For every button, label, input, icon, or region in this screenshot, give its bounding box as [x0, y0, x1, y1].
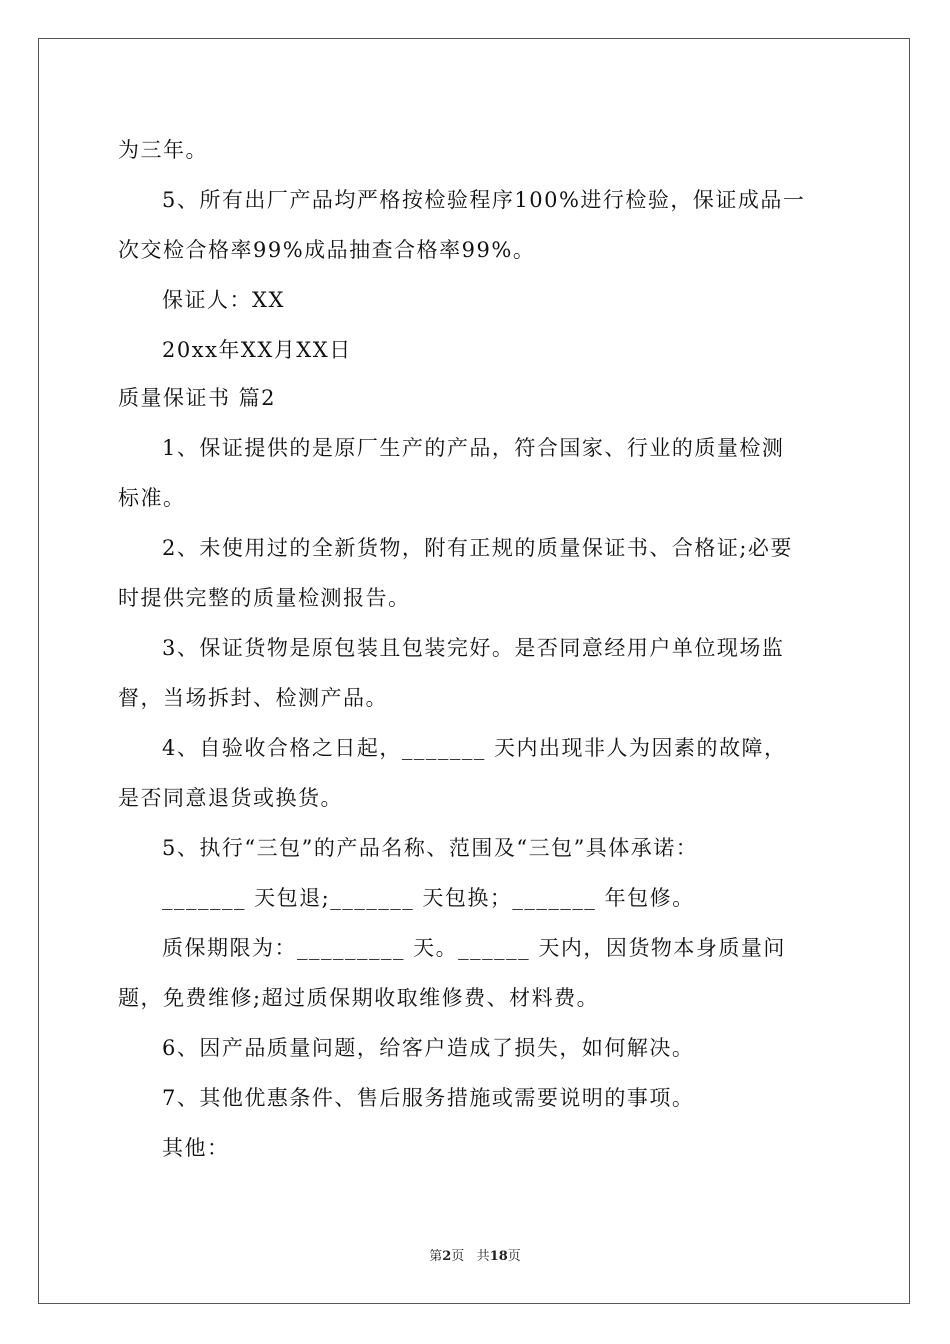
text-line: 其他：: [162, 1136, 230, 1160]
total-suffix: 页: [507, 1249, 521, 1264]
page-suffix: 页: [451, 1249, 465, 1264]
page-footer: [0, 1248, 950, 1266]
text-line: 4、自验收合格之日起，_______ 天内出现非人为因素的故障，: [162, 736, 787, 760]
text-line: 3、保证货物是原包装且包装完好。是否同意经用户单位现场监: [162, 636, 785, 660]
text-line: _______ 天包退;_______ 天包换；_______ 年包修。: [162, 886, 695, 910]
text-line: 是否同意退货或换货。: [118, 786, 343, 810]
text-line: 2、未使用过的全新货物，附有正规的质量保证书、合格证;必要: [162, 536, 793, 560]
text-line: 7、其他优惠条件、售后服务措施或需要说明的事项。: [162, 1086, 695, 1110]
text-line: 标准。: [118, 486, 186, 510]
text-line: 为三年。: [118, 138, 208, 162]
text-line: 5、执行“三包”的产品名称、范围及“三包”具体承诺：: [162, 836, 699, 860]
text-line: 5、所有出厂产品均严格按检验程序100%进行检验，保证成品一: [162, 188, 806, 212]
text-line: 题，免费维修;超过质保期收取维修费、材料费。: [118, 986, 600, 1010]
page-prefix: 第: [429, 1249, 443, 1264]
text-line: 质保期限为：_________ 天。______ 天内，因货物本身质量问: [162, 936, 786, 960]
text-line: 督，当场拆封、检测产品。: [118, 686, 388, 710]
text-line: 6、因产品质量问题，给客户造成了损失，如何解决。: [162, 1036, 695, 1060]
section-heading: 质量保证书 篇2: [118, 386, 277, 410]
guarantor-line: 保证人：XX: [162, 288, 285, 312]
total-pages: 18: [489, 1249, 508, 1264]
date-line: 20xx年XX月XX日: [162, 338, 352, 362]
text-line: 次交检合格率99%成品抽查合格率99%。: [118, 238, 536, 262]
total-prefix: 共: [476, 1249, 490, 1264]
page-border: [38, 38, 910, 1304]
page-number: 2: [442, 1249, 452, 1264]
text-line: 时提供完整的质量检测报告。: [118, 586, 411, 610]
text-line: 1、保证提供的是原厂生产的产品，符合国家、行业的质量检测: [162, 436, 785, 460]
